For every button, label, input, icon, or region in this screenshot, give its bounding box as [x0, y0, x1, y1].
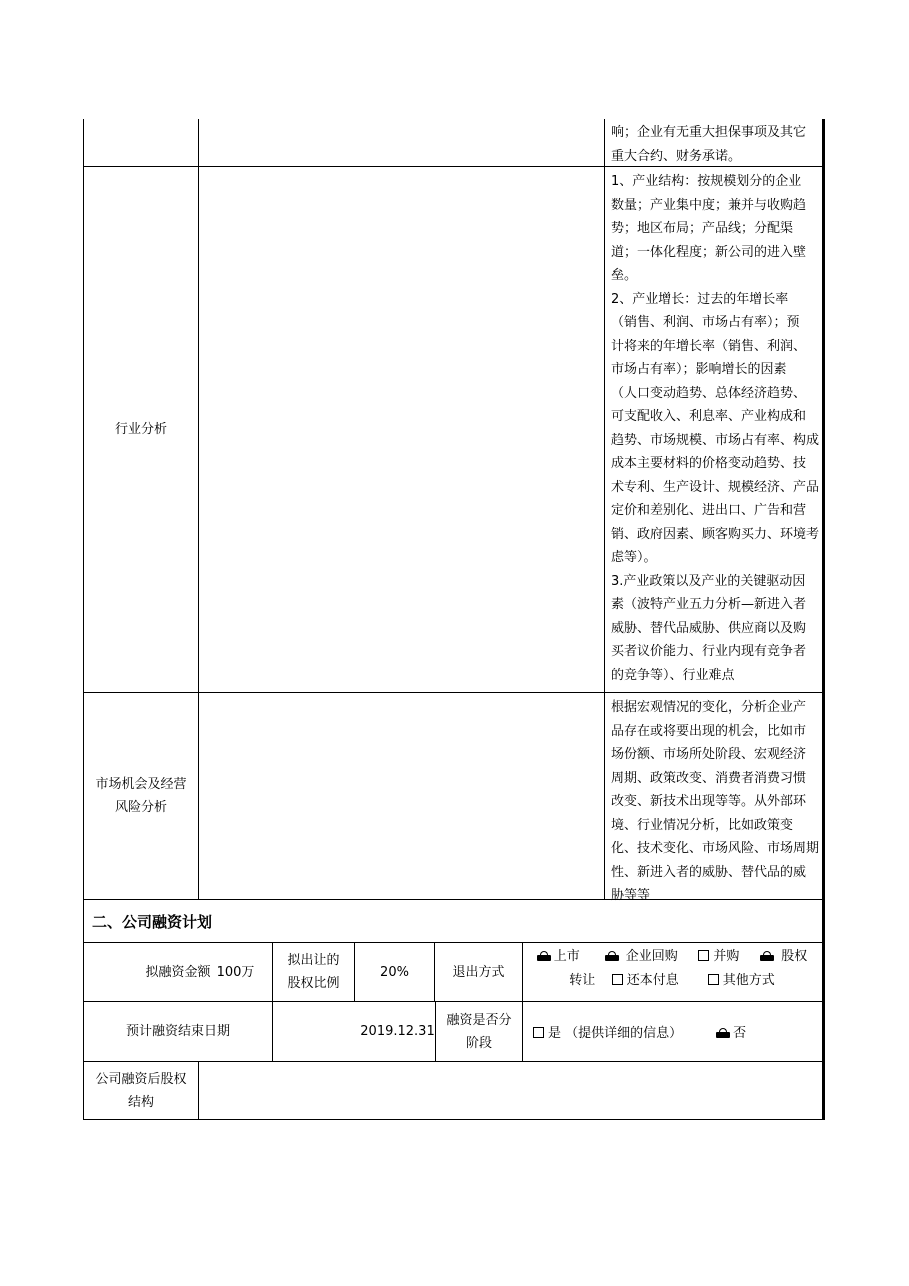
checked-icon — [716, 1028, 730, 1038]
col-divider-2 — [604, 119, 605, 900]
end-date-label: 预计融资结束日期 — [125, 1024, 230, 1039]
checkbox-icon — [698, 950, 709, 961]
checked-icon — [760, 951, 774, 961]
staged-label: 融资是否分 阶段 — [435, 1002, 522, 1061]
structure-label: 公司融资后股权 结构 — [95, 1072, 187, 1110]
industry-analysis-label: 行业分析 — [114, 422, 167, 437]
form-table — [83, 119, 825, 1120]
exit-option-other[interactable]: 其他方式 — [708, 973, 775, 988]
staged-no-option[interactable]: 否 — [716, 1022, 746, 1041]
staged-yes-option[interactable]: 是 （提供详细的信息） — [533, 1022, 682, 1041]
checked-icon — [537, 951, 551, 961]
market-risk-guide: 根据宏观情况的变化，分析企业产 品存在或将要出现的机会，比如市 场份额、市场所处阶段、宏观经济 周期、政策改变、消费者消费习惯 改变、新技术出现等等。从外部环 境、行业情况分析，比如政策变 化、技术变化、市场风险、市场周期 性、新进入者的威胁、替代品的威 胁等等 — [611, 700, 820, 903]
industry-analysis-guide: 1、产业结构：按规模划分的企业 数量；产业集中度；兼并与收购趋 势；地区布局；产品线；分配渠 道；一体化程度；新公司的进入壁 垒。 2、产业增长：过去的年增长率 （销售、利润、市场占有率）；预 计将来的年增长率（销售、利润、 市场占有率）；影响增长的因素 （人口变动趋势、总体经济趋势、 可支配收入、利息率、产业构成和 趋势、市场规模、市场占有率、构成 成本主要材料的价格变动趋势、技 术专利、生产设计、规模经济、产品 定价和差别化、进出口、广告和营 销、政府因素、顾客购买力、环境考 虑等）。 3.产业政策以及产业的关键驱动因 素（波特产业五力分析—新进入者 威胁、替代品威胁、供应商以及购 买者议价能力、行业内现有竞争者 的竞争等）、行业难点 — [611, 174, 820, 683]
structure-input[interactable] — [199, 1062, 821, 1120]
amount-label: 拟融资金额 — [145, 964, 211, 980]
exit-option-buyback[interactable]: 企业回购 — [605, 949, 678, 964]
exit-option-equity-transfer[interactable]: 股权 — [760, 949, 807, 964]
exit-label: 退出方式 — [452, 964, 505, 980]
continued-text: 响；企业有无重大担保事项及其它 重大合约、财务承诺。 — [611, 125, 807, 164]
checked-icon — [605, 951, 619, 961]
section-title: 二、公司融资计划 — [92, 912, 213, 931]
amount-value[interactable]: 100万 — [216, 964, 255, 980]
equity-value[interactable]: 20% — [380, 964, 409, 980]
exit-option-repayment[interactable]: 还本付息 — [612, 973, 679, 988]
exit-options — [523, 945, 821, 1001]
checkbox-icon — [708, 974, 719, 985]
exit-option-ipo[interactable]: 上市 — [537, 949, 580, 964]
end-date-value[interactable]: 2019.12.31 — [273, 1002, 522, 1061]
market-risk-label: 市场机会及经营 风险分析 — [95, 777, 187, 815]
industry-analysis-input[interactable] — [199, 167, 604, 692]
checkbox-icon — [612, 974, 623, 985]
exit-option-equity-transfer-cont: 转让 — [569, 973, 596, 988]
checkbox-icon — [533, 1027, 544, 1038]
equity-label: 拟出让的 股权比例 — [287, 953, 340, 991]
market-risk-input[interactable] — [199, 693, 604, 899]
exit-option-merger[interactable]: 并购 — [698, 949, 739, 964]
staged-options — [523, 1002, 821, 1061]
